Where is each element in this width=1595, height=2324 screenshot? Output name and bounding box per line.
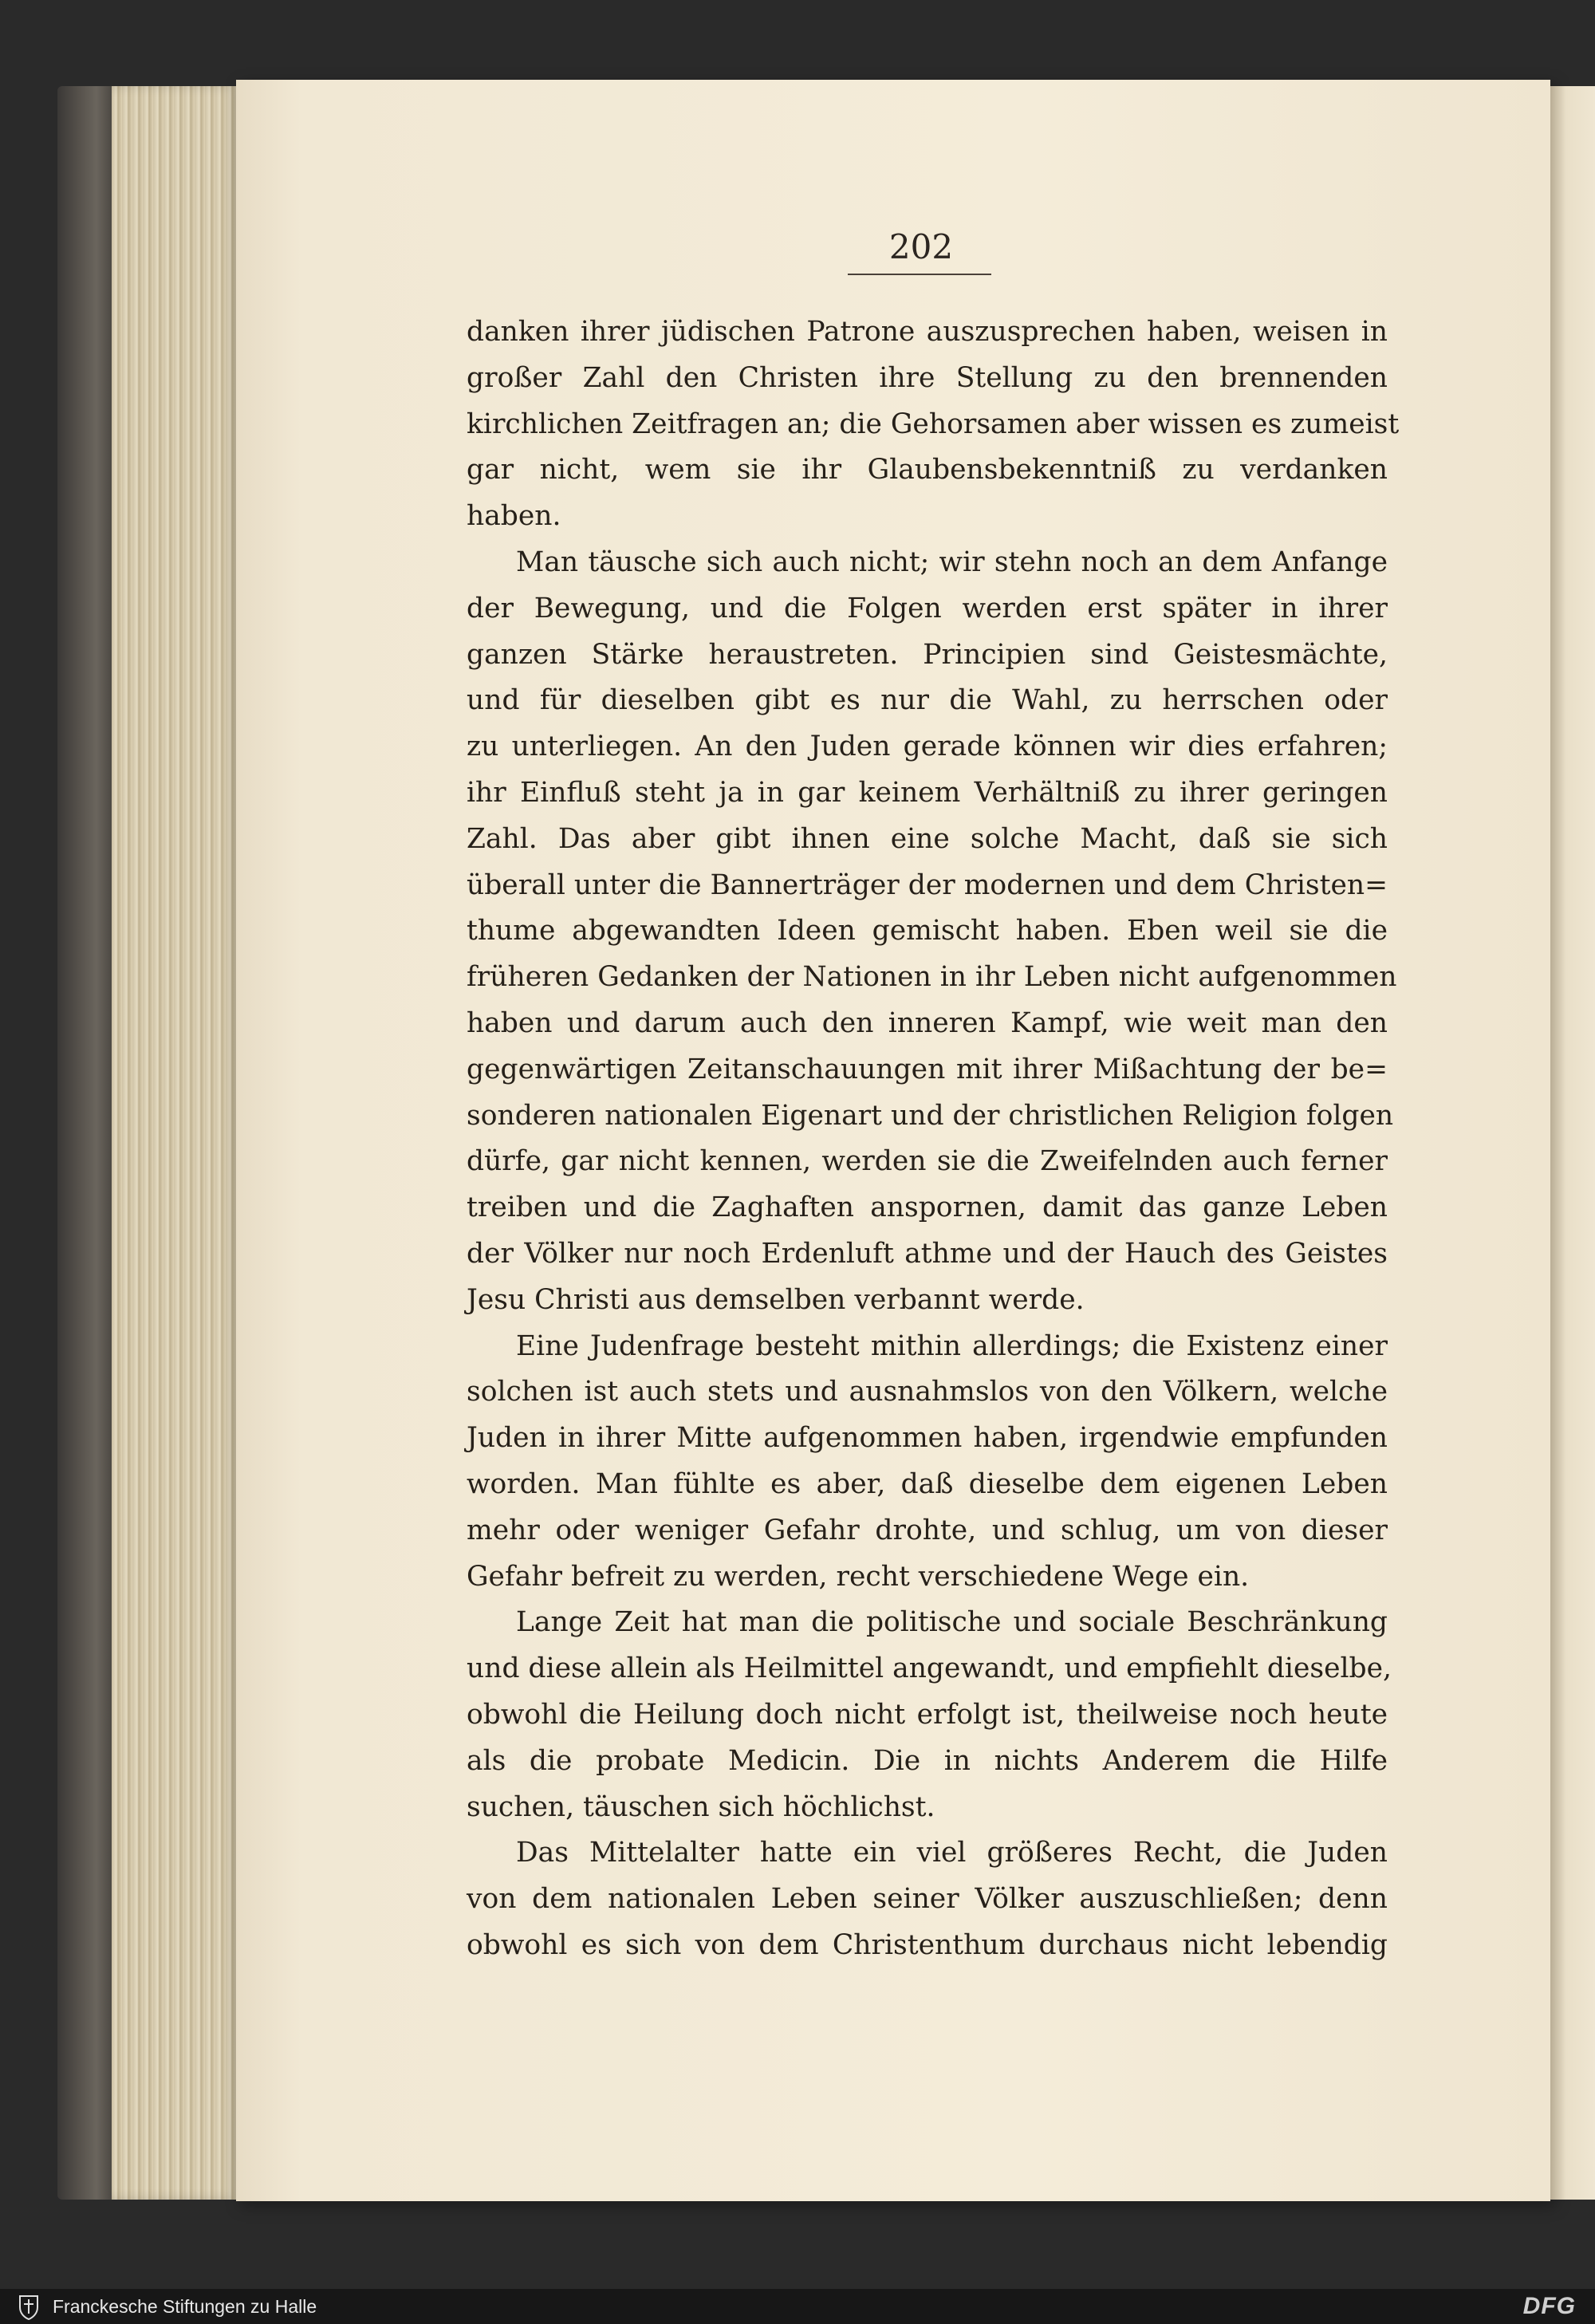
text-line: Man täusche sich auch nicht; wir stehn noch an dem Anfange xyxy=(516,546,1388,578)
text-line: und diese allein als Heilmittel angewandt, und empfiehlt dieselbe, xyxy=(467,1652,1392,1685)
text-line: obwohl die Heilung doch nicht erfolgt ist, theilweise noch heute xyxy=(467,1698,1388,1731)
text-line: sonderen nationalen Eigenart und der christlichen Religion folgen xyxy=(467,1099,1394,1132)
dfg-logo: DFG xyxy=(1522,2293,1576,2319)
footer-bar xyxy=(0,2289,1595,2324)
body-text xyxy=(467,309,1400,1969)
text-line: Jesu Christi aus demselben verbannt werde. xyxy=(467,1283,1085,1316)
text-line: suchen, täuschen sich höchlichst. xyxy=(467,1790,935,1823)
text-line: mehr oder weniger Gefahr drohte, und schlug, um von dieser xyxy=(467,1514,1388,1546)
text-line: früheren Gedanken der Nationen in ihr Leben nicht aufgenommen xyxy=(467,961,1397,994)
page-stack-edges xyxy=(112,86,239,2200)
text-line: obwohl es sich von dem Christenthum durchaus nicht lebendig xyxy=(467,1928,1388,1961)
text-line: haben. xyxy=(467,500,561,533)
text-line: haben und darum auch den inneren Kampf, wie weit man den xyxy=(467,1006,1388,1039)
text-line: thume abgewandten Ideen gemischt haben. Eben weil sie die xyxy=(467,915,1388,947)
text-line: der Völker nur noch Erdenluft athme und der Hauch des Geistes xyxy=(467,1237,1388,1270)
text-line: worden. Man fühlte es aber, daß dieselbe dem eigenen Leben xyxy=(467,1467,1388,1500)
text-line: ganzen Stärke heraustreten. Principien sind Geistesmächte, xyxy=(467,638,1388,671)
crest-icon xyxy=(18,2293,40,2320)
text-line: großer Zahl den Christen ihre Stellung zu den brennenden xyxy=(467,361,1388,394)
text-line: danken ihrer jüdischen Patrone auszusprechen haben, weisen in xyxy=(467,316,1388,348)
text-line: ihr Einfluß steht ja in gar keinem Verhältniß zu ihrer geringen xyxy=(467,776,1388,809)
text-line: Lange Zeit hat man die politische und sociale Beschränkung xyxy=(516,1606,1388,1639)
text-line: Zahl. Das aber gibt ihnen eine solche Macht, daß sie sich xyxy=(467,822,1388,855)
footer-institution xyxy=(0,2293,317,2320)
text-line: überall unter die Bannerträger der modernen und dem Christen= xyxy=(467,869,1388,901)
text-line: Das Mittelalter hatte ein viel größeres Recht, die Juden xyxy=(516,1837,1388,1869)
text-line: Gefahr befreit zu werden, recht verschiedene Wege ein. xyxy=(467,1560,1250,1593)
text-line: dürfe, gar nicht kennen, werden sie die Zweifelnden auch ferner xyxy=(467,1145,1388,1178)
text-line: solchen ist auch stets und ausnahmslos von den Völkern, welche xyxy=(467,1376,1388,1408)
text-line: zu unterliegen. An den Juden gerade können wir dies erfahren; xyxy=(467,731,1388,763)
page-number: 202 xyxy=(888,227,954,266)
text-line: Eine Judenfrage besteht mithin allerdings; die Existenz einer xyxy=(516,1329,1388,1362)
header-rule xyxy=(848,274,991,275)
text-line: gar nicht, wem sie ihr Glaubensbekenntniß zu verdanken xyxy=(467,454,1388,486)
text-line: und für dieselben gibt es nur die Wahl, zu herrschen oder xyxy=(467,684,1388,717)
text-line: gegenwärtigen Zeitanschauungen mit ihrer Mißachtung der be= xyxy=(467,1053,1388,1085)
book-cover-edge xyxy=(57,86,113,2200)
text-line: kirchlichen Zeitfragen an; die Gehorsamen aber wissen es zumeist xyxy=(467,408,1400,440)
facing-page-edge xyxy=(1550,86,1595,2200)
text-line: als die probate Medicin. Die in nichts Anderem die Hilfe xyxy=(467,1744,1388,1777)
institution-name: Franckesche Stiftungen zu Halle xyxy=(53,2295,317,2317)
text-line: treiben und die Zaghaften anspornen, damit das ganze Leben xyxy=(467,1192,1388,1224)
text-line: der Bewegung, und die Folgen werden erst später in ihrer xyxy=(467,592,1388,624)
text-line: Juden in ihrer Mitte aufgenommen haben, irgendwie empfunden xyxy=(467,1422,1388,1455)
text-line: von dem nationalen Leben seiner Völker auszuschließen; denn xyxy=(467,1883,1388,1916)
